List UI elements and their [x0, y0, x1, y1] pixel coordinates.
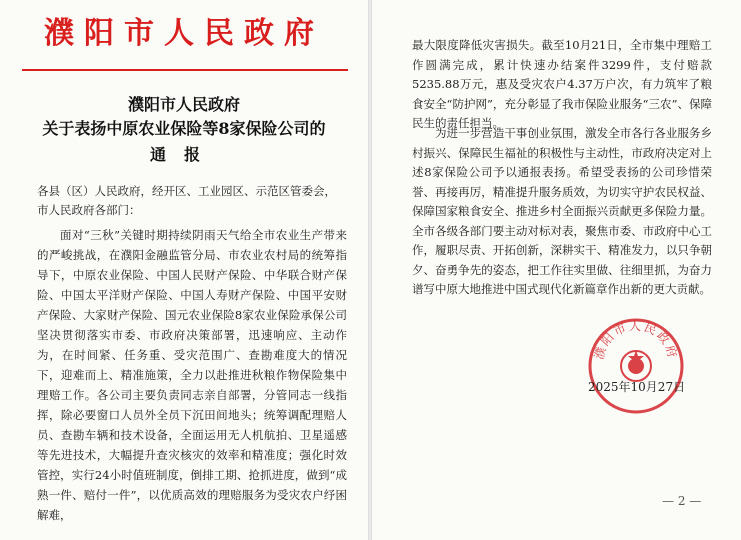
body-paragraph-1: 面对“三秋”关键时期持续阴雨天气给全市农业生产带来的严峻挑战，在濮阳金融监管分局、市农业农村局的统筹指导下，中原农业保险、中国人民财产保险、中华联合财产保险、中国太平洋财产保险、中国人寿财产保险、中国平安财产保险、大家财产保险、国元农业保险8家农业保险承保公司坚决贯彻落实市委、市政府决策部署，迅速响应、主动作为，在时间紧、任务重、受灾范围广、查勘难度大的情况下，迎难而上、精准施策，全力以赴推进秋粮作物保险集中理赔工作。各公司主要负责同志亲自部署，分管同志一线指挥，除必要窗口人员外全员下沉田间地头；统筹调配理赔人员、查勘车辆和技术设备，全面运用无人机航拍、卫星遥感等先进技术，大幅提升查灾核灾的效率和精准度；强化时效管控，实行24小时值班制度，倒排工期、抢抓进度，做到“成熟一件、赔付一件”，以优质高效的理赔服务为受灾农户纾困解难， [37, 228, 347, 522]
body-paragraph-1-continued: 最大限度降低灾害损失。截至10月21日，全市集中理赔工作圆满完成，累计快速办结案件3299件，支付赔款5235.88万元，惠及受灾农户4.37万户次，有力筑牢了粮食安全“防护网”，充分彰显了我市保险业服务“三农”、保障民生的责任担当。 [412, 38, 712, 130]
seal-emblem-icon [621, 350, 651, 381]
left-page [0, 0, 368, 540]
document-date: 2025年10月27日 [588, 380, 686, 394]
document-type: 通报 [149, 145, 218, 164]
red-header-rule [22, 69, 348, 71]
document-issuer: 濮阳市人民政府 [127, 95, 240, 114]
body-paragraph-2: 为进一步营造干事创业氛围，激发全市各行各业服务乡村振兴、保障民生福祉的积极性与主动性，市政府决定对上述8家保险公司予以通报表扬。希望受表扬的公司珍惜荣誉、再接再厉，精准提升服务质效，为切实守护农民权益、保障国家粮食安全、推进乡村全面振兴贡献更多保险力量。全市各级各部门要主动对标对表，聚焦市委、市政府中心工作，履职尽责、开拓创新，深耕实干、精准发力，以只争朝夕、奋勇争先的姿态，把工作往实里做、往细里抓，为奋力谱写中原大地推进中国式现代化新篇章作出新的更大贡献。 [412, 126, 712, 296]
seal-text: 濮阳市人民政府 [591, 318, 681, 361]
page-number: — 2 — [662, 494, 702, 508]
red-header-title: 濮阳市人民政府 [44, 16, 324, 51]
salutation: 各县（区）人民政府，经开区、工业园区、示范区管委会，市人民政府各部门： [37, 184, 336, 217]
official-seal [586, 316, 686, 416]
document-subject: 关于表扬中原农业保险等8家保险公司的 [42, 119, 326, 138]
